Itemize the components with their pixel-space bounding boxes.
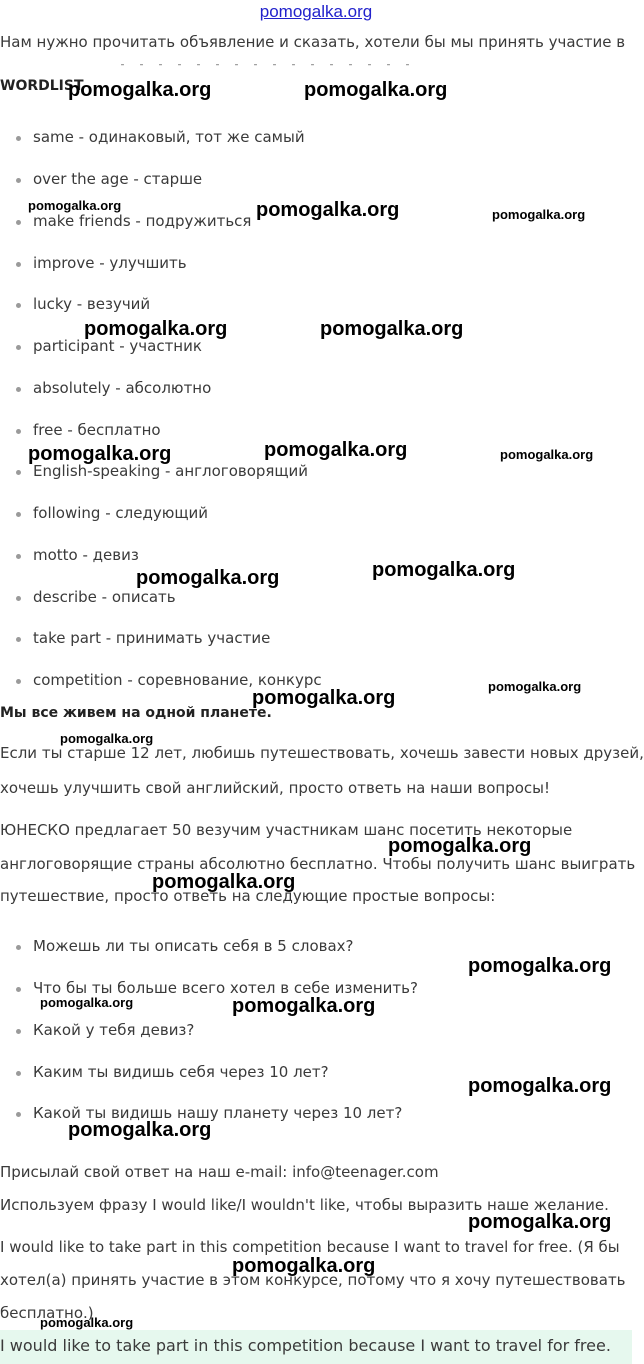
watermark: pomogalka.org bbox=[136, 567, 280, 589]
answer-text: I would like to take part in this competition because I want to travel for free. bbox=[0, 1336, 611, 1355]
bullet-icon bbox=[16, 637, 21, 642]
watermark: pomogalka.org bbox=[468, 955, 612, 977]
translation-line: путешествие, просто ответь на следующие простые вопросы: bbox=[0, 887, 496, 905]
bullet-icon bbox=[16, 596, 21, 601]
example-line: I would like to take part in this competition because I want to travel for free. (Я бы bbox=[0, 1238, 620, 1256]
email-line: Присылай свой ответ на наш e-mail: info@teenager.com bbox=[0, 1163, 439, 1181]
watermark: pomogalka.org bbox=[468, 1075, 612, 1097]
watermark: pomogalka.org bbox=[28, 198, 122, 213]
phrase-line: Используем фразу I would like/I wouldn't like, чтобы выразить наше желание. bbox=[0, 1196, 609, 1214]
intro-text: Нам нужно прочитать объявление и сказать, хотели бы мы принять участие в bbox=[0, 33, 626, 51]
bullet-icon bbox=[16, 178, 21, 183]
answer-highlight bbox=[0, 1330, 632, 1364]
bullet-icon bbox=[16, 1071, 21, 1076]
bullet-icon bbox=[16, 303, 21, 308]
bullet-icon bbox=[16, 679, 21, 684]
bullet-icon bbox=[16, 470, 21, 475]
example-line: хотел(а) принять участие в этом конкурсе, потому что я хочу путешествовать bbox=[0, 1271, 626, 1289]
translation-heading: Мы все живем на одной планете. bbox=[0, 705, 272, 721]
translation-line: хочешь улучшить свой английский, просто ответь на наши вопросы! bbox=[0, 779, 550, 797]
wordlist-heading: WORDLIST bbox=[0, 78, 84, 94]
watermark: pomogalka.org bbox=[232, 995, 376, 1017]
translation-line: англоговорящие страны абсолютно бесплатно. Чтобы получить шанс выиграть bbox=[0, 855, 636, 873]
watermark: pomogalka.org bbox=[492, 207, 586, 222]
bullet-icon bbox=[16, 136, 21, 141]
watermark: pomogalka.org bbox=[372, 559, 516, 581]
bullet-icon bbox=[16, 1112, 21, 1117]
bullet-icon bbox=[16, 220, 21, 225]
example-line: бесплатно.) bbox=[0, 1304, 94, 1322]
bullet-icon bbox=[16, 1029, 21, 1034]
translation-line: Если ты старше 12 лет, любишь путешествовать, хочешь завести новых друзей, bbox=[0, 744, 644, 762]
watermark: pomogalka.org bbox=[388, 835, 532, 857]
watermark: pomogalka.org bbox=[68, 79, 212, 101]
bullet-icon bbox=[16, 554, 21, 559]
watermark: pomogalka.org bbox=[320, 318, 464, 340]
watermark: pomogalka.org bbox=[28, 443, 172, 465]
watermark: pomogalka.org bbox=[68, 1119, 212, 1141]
watermark: pomogalka.org bbox=[232, 1255, 376, 1277]
watermark: pomogalka.org bbox=[60, 731, 154, 746]
watermark: pomogalka.org bbox=[488, 679, 582, 694]
bullet-icon bbox=[16, 429, 21, 434]
bullet-icon bbox=[16, 987, 21, 992]
site-link[interactable]: pomogalka.org bbox=[259, 2, 373, 21]
watermark: pomogalka.org bbox=[152, 871, 296, 893]
watermark: pomogalka.org bbox=[40, 1315, 134, 1330]
bullet-icon bbox=[16, 945, 21, 950]
watermark: pomogalka.org bbox=[264, 439, 408, 461]
watermark: pomogalka.org bbox=[256, 199, 400, 221]
watermark: pomogalka.org bbox=[468, 1211, 612, 1233]
watermark: pomogalka.org bbox=[252, 687, 396, 709]
bullet-icon bbox=[16, 345, 21, 350]
watermark: pomogalka.org bbox=[500, 447, 594, 462]
cut-off-text-line: ˉˉˉˉˉˉˉˉˉˉˉˉˉˉˉˉ bbox=[120, 64, 424, 75]
watermark: pomogalka.org bbox=[40, 995, 134, 1010]
bullet-icon bbox=[16, 512, 21, 517]
bullet-icon bbox=[16, 387, 21, 392]
watermark: pomogalka.org bbox=[304, 79, 448, 101]
bullet-icon bbox=[16, 262, 21, 267]
translation-line: ЮНЕСКО предлагает 50 везучим участникам шанс посетить некоторые bbox=[0, 821, 573, 839]
watermark: pomogalka.org bbox=[84, 318, 228, 340]
